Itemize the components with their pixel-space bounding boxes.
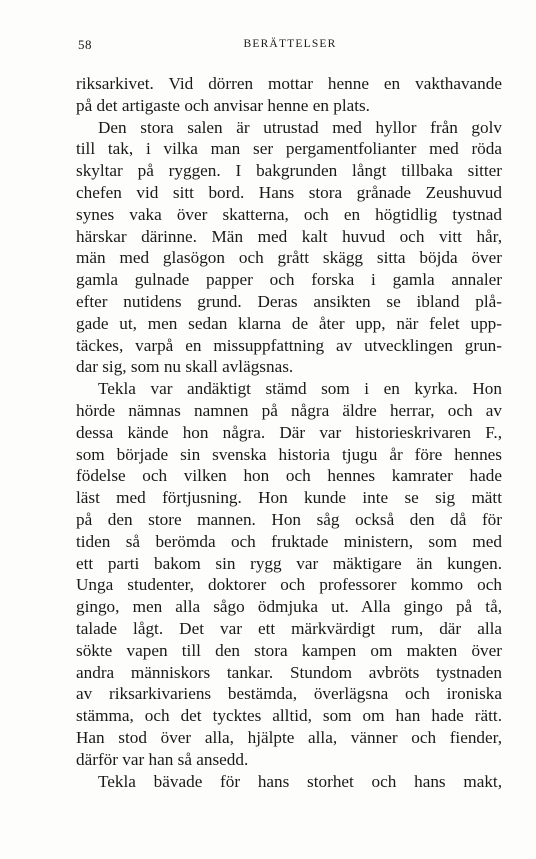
text-line: talade lågt. Det var ett märkvärdigt rum, där alla	[76, 618, 502, 638]
text-line: av riksarkivariens bestämda, överlägsna och ironiska	[76, 684, 502, 704]
text-line: läst med förtjusning. Hon kunde inte se sig mätt	[76, 488, 502, 508]
body-text	[76, 73, 502, 792]
text-line: på det artigaste och anvisar henne en plats.	[76, 95, 370, 115]
text-line: gamla gulnade papper och forska i gamla annaler	[76, 270, 502, 290]
text-line: som började sin svenska historia tjugu år före hennes	[76, 444, 502, 464]
page-header	[78, 37, 502, 55]
text-line: riksarkivet. Vid dörren mottar henne en vakthavande	[76, 74, 502, 93]
text-line: skyltar på ryggen. I bakgrunden långt tillbaka sitter	[76, 161, 502, 181]
text-line: hörde nämnas namnen på några äldre herrar, och av	[76, 400, 502, 420]
text-line: dessa kände hon några. Där var historieskrivaren F.,	[76, 422, 502, 442]
text-line: stämma, och det tycktes alltid, som om han hade rätt.	[76, 706, 502, 726]
text-line: födelse och vilken hon och hennes kamrater hade	[76, 466, 502, 486]
page-number: 58	[78, 37, 92, 52]
text-line: täckes, varpå en missuppfattning av utvecklingen grun-	[76, 335, 502, 355]
text-line: på den store mannen. Hon såg också den då för	[76, 509, 502, 529]
text-line: andra människors tankar. Stundom avbröts tystnaden	[76, 662, 502, 682]
text-line: chefen vid sitt bord. Hans stora grånade Zeushuvud	[76, 182, 502, 202]
text-line: Tekla bävade för hans storhet och hans makt,	[98, 771, 502, 791]
text-line: ett parti bakom sin rygg var mäktigare än kungen.	[76, 553, 502, 573]
text-line: Han stod över alla, hjälpte alla, vänner och fiender,	[76, 727, 502, 747]
text-line: dar sig, som nu skall avlägsnas.	[76, 357, 294, 377]
text-line: härskar därinne. Män med kalt huvud och vitt hår,	[76, 226, 502, 246]
text-line: sökte vapen till den stora kampen om makten över	[76, 640, 502, 660]
text-line: synes vaka över skatterna, och en högtidlig tystnad	[76, 204, 502, 224]
text-line: tiden så berömda och fruktade ministern, som med	[76, 531, 502, 551]
text-line: gingo, men alla sågo ödmjuka ut. Alla gingo på tå,	[76, 597, 502, 617]
text-line: till tak, i vilka man ser pergamentfolianter med röda	[76, 139, 502, 159]
running-title: BERÄTTELSER	[243, 38, 337, 50]
text-line: efter nutidens grund. Deras ansikten se ibland plå-	[76, 291, 502, 311]
text-line: Tekla var andäktigt stämd som i en kyrka. Hon	[98, 379, 502, 399]
text-line: gade ut, men sedan klarna de åter upp, när felet upp-	[76, 313, 502, 333]
text-line: män med glasögon och grått skägg sitta böjda över	[76, 248, 502, 268]
text-line: Den stora salen är utrustad med hyllor från golv	[98, 117, 502, 137]
text-line: därför var han så ansedd.	[76, 749, 249, 769]
text-line: Unga studenter, doktorer och professorer kommo och	[76, 575, 502, 595]
